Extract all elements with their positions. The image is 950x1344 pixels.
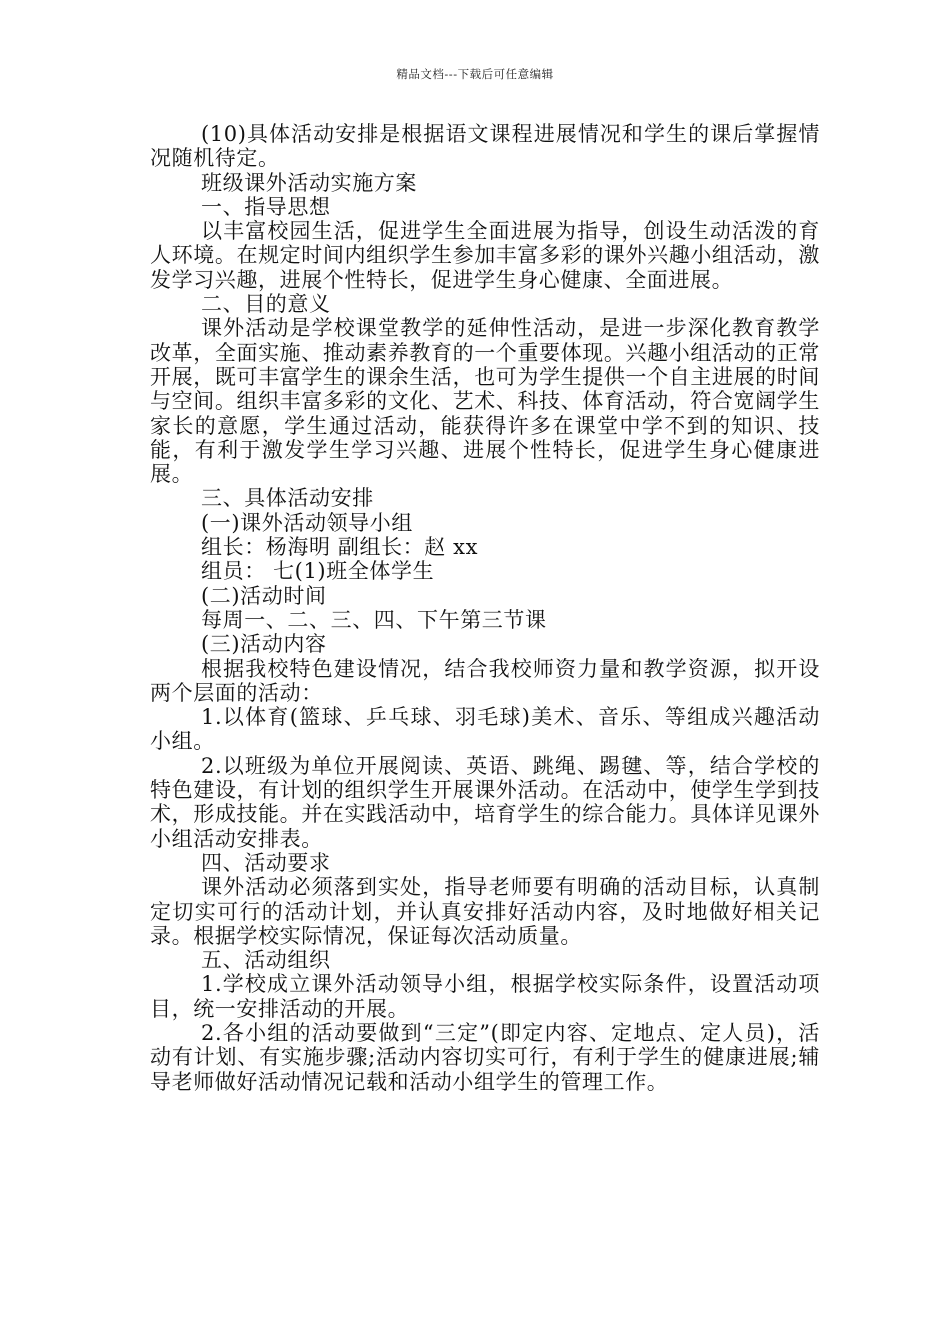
paragraph-requirements: 课外活动必须落到实处，指导老师要有明确的活动目标，认真制定切实可行的活动计划，并认真安排好活动内容，及时地做好相关记录。根据学校实际情况，保证每次活动质量。 — [150, 875, 820, 948]
members-line: 组员： 七(1)班全体学生 — [201, 559, 435, 584]
document-body — [150, 122, 820, 1094]
document-title: 班级课外活动实施方案 — [201, 170, 417, 195]
leaders-line: 组长：杨海明 副组长：赵 xx — [201, 535, 479, 560]
list-item-organization-2: 2.各小组的活动要做到“三定”(即定内容、定地点、定人员)，活动有计划、有实施步骤;活动内容切实可行，有利于学生的健康进展;辅导老师做好活动情况记载和活动小组学生的管理工作。 — [150, 1020, 820, 1094]
list-item-activity-2: 2.以班级为单位开展阅读、英语、跳绳、踢毽、等，结合学校的特色建设，有计划的组织学生开展课外活动。在活动中，使学生学到技术，形成技能。并在实践活动中，培育学生的综合能力。具体详见课外小组活动安排表。 — [150, 753, 820, 851]
section-heading-requirements: 四、活动要求 — [201, 850, 331, 875]
subheading-leadership-group: (一)课外活动领导小组 — [201, 510, 413, 535]
activity-time-line: 每周一、二、三、四、下午第三节课 — [201, 607, 547, 632]
page-header: 精品文档---下载后可任意编辑 — [396, 67, 554, 81]
subheading-activity-content: (三)活动内容 — [201, 632, 327, 657]
list-item-activity-1: 1.以体育(篮球、乒乓球、羽毛球)美术、音乐、等组成兴趣活动小组。 — [150, 705, 820, 754]
paragraph-activity-content-intro: 根据我校特色建设情况，结合我校师资力量和教学资源，拟开设两个层面的活动： — [150, 656, 820, 705]
section-heading-organization: 五、活动组织 — [201, 948, 331, 973]
paragraph-activity-arrangement-note: (10)具体活动安排是根据语文课程进展情况和学生的课后掌握情况随机待定。 — [150, 122, 820, 171]
subheading-activity-time: (二)活动时间 — [201, 583, 327, 608]
paragraph-purpose: 课外活动是学校课堂教学的延伸性活动，是进一步深化教育教学改革，全面实施、推动素养教育的一个重要体现。兴趣小组活动的正常开展，既可丰富学生的课余生活，也可为学生提供一个自主进展的时间与空间。组织丰富多彩的文化、艺术、科技、体育活动，符合宽阔学生家长的意愿，学生通过活动，能获得许多在课堂中学不到的知识、技能，有利于激发学生学习兴趣、进展个性特长，促进学生身心健康进展。 — [150, 316, 820, 487]
section-heading-guiding-thought: 一、指导思想 — [201, 194, 331, 219]
paragraph-guiding-thought: 以丰富校园生活，促进学生全面进展为指导，创设生动活泼的育人环境。在规定时间内组织学生参加丰富多彩的课外兴趣小组活动，激发学习兴趣，进展个性特长，促进学生身心健康、全面进展。 — [150, 219, 820, 292]
list-item-organization-1: 1.学校成立课外活动领导小组，根据学校实际条件，设置活动项目，统一安排活动的开展。 — [150, 972, 820, 1021]
section-heading-arrangement: 三、具体活动安排 — [201, 486, 374, 511]
section-heading-purpose: 二、目的意义 — [201, 292, 331, 317]
